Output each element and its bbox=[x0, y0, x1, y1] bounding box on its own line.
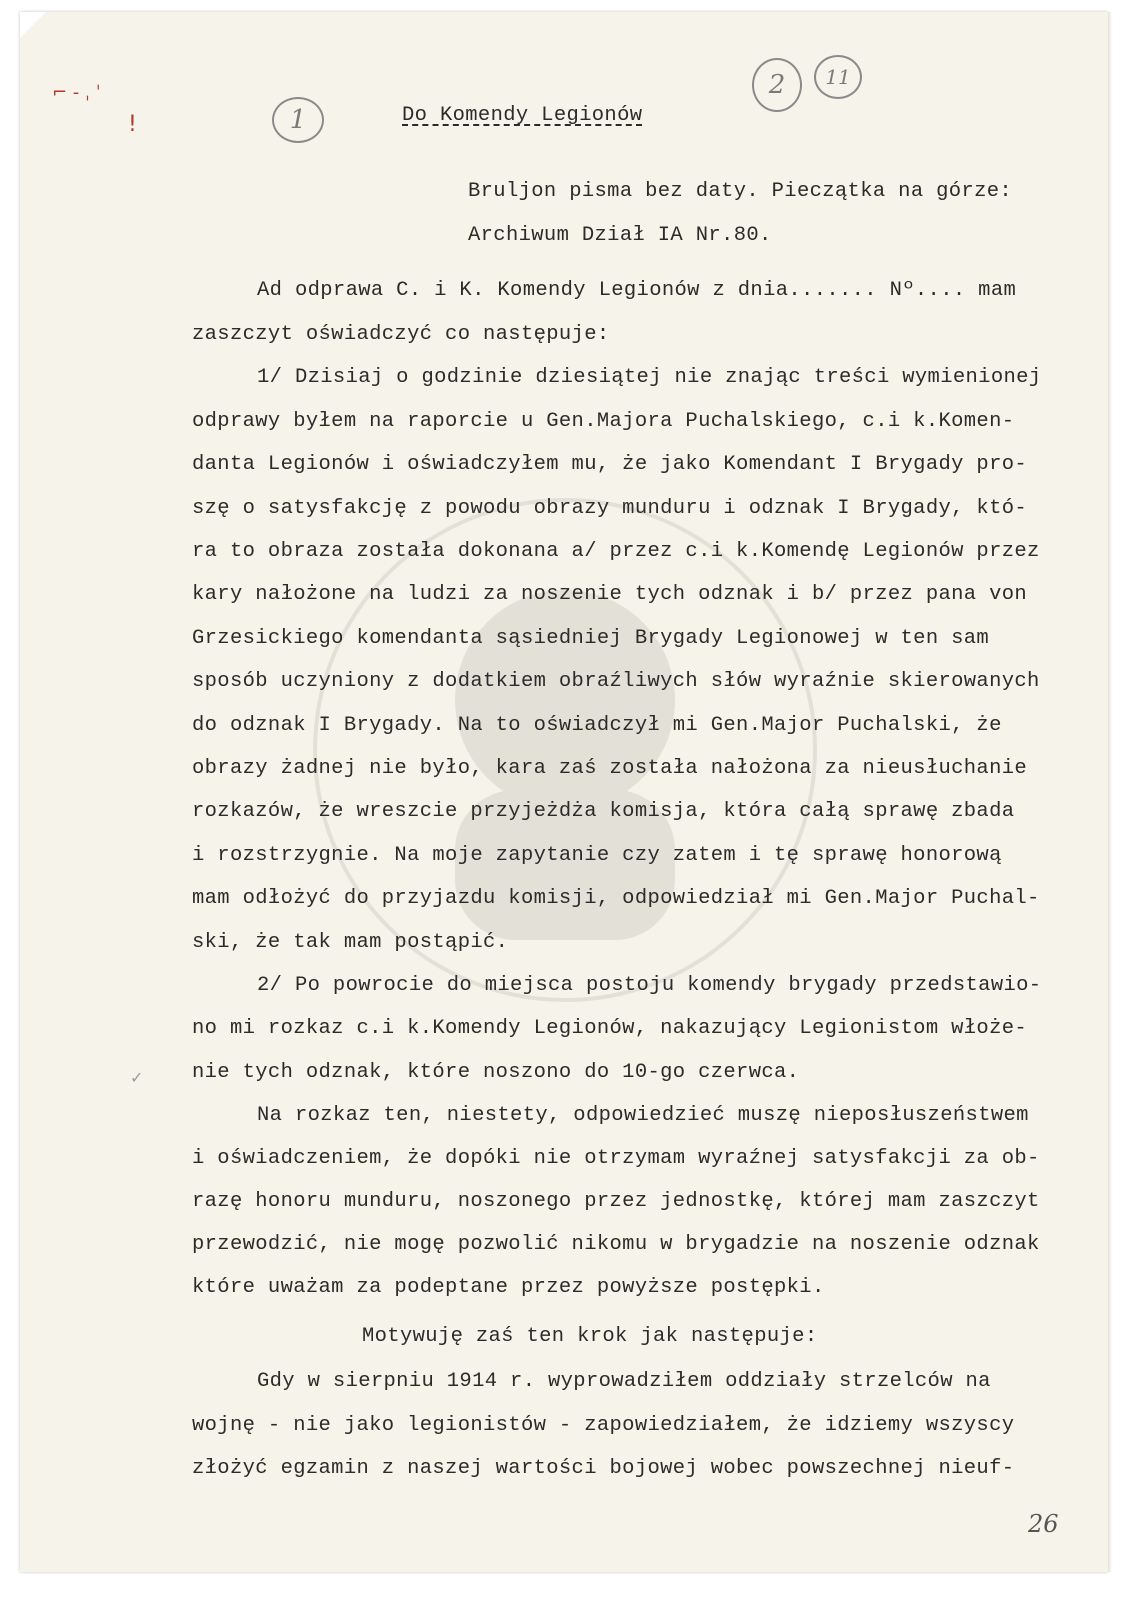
header-note-line: Bruljon pisma bez daty. Pieczątka na górze: bbox=[468, 180, 1013, 203]
body-line: nie tych odznak, które noszono do 10-go czerwca. bbox=[192, 1061, 800, 1084]
circled-number-right-a: 2 bbox=[752, 58, 802, 112]
page-number: 26 bbox=[1028, 1510, 1059, 1538]
body-line: obrazy żadnej nie było, kara zaś została nałożona za nieusłuchanie bbox=[192, 757, 1028, 780]
body-line: i rozstrzygnie. Na moje zapytanie czy zatem i tę sprawę honorową bbox=[192, 844, 1002, 867]
body-line: Grzesickiego komendanta sąsiedniej Brygady Legionowej w ten sam bbox=[192, 627, 990, 650]
header-note-line: Archiwum Dział IA Nr.80. bbox=[468, 224, 772, 247]
body-line: złożyć egzamin z naszej wartości bojowej wobec powszechnej nieuf- bbox=[192, 1457, 1015, 1480]
body-line: danta Legionów i oświadczyłem mu, że jako Komendant I Brygady pro- bbox=[192, 453, 1028, 476]
circled-number-right-b: 11 bbox=[814, 55, 862, 99]
body-line: Motywuję zaś ten krok jak następuje: bbox=[362, 1325, 818, 1348]
red-pencil-tick: ! bbox=[128, 112, 137, 137]
body-line: Ad odprawa C. i K. Komendy Legionów z dnia....... Nº.... mam bbox=[257, 279, 1017, 302]
body-line: przewodzić, nie mogę pozwolić nikomu w brygadzie na noszenie odznak bbox=[192, 1233, 1040, 1256]
document-title: Do Komendy Legionów bbox=[402, 104, 643, 127]
body-line: które uważam za podeptane przez powyższe postępki. bbox=[192, 1276, 825, 1299]
body-line: ra to obraza została dokonana a/ przez c.i k.Komendę Legionów przez bbox=[192, 540, 1040, 563]
body-line: ski, że tak mam postąpić. bbox=[192, 931, 509, 954]
body-line: mam odłożyć do przyjazdu komisji, odpowiedział mi Gen.Major Puchal- bbox=[192, 887, 1040, 910]
body-line: Na rozkaz ten, niestety, odpowiedzieć muszę nieposłuszeństwem bbox=[257, 1104, 1029, 1127]
body-line: 1/ Dzisiaj o godzinie dziesiątej nie znając treści wymienionej bbox=[257, 366, 1042, 389]
red-pencil-mark: ⌐ ‑ ˌ ˈ bbox=[52, 82, 101, 103]
body-line: szę o satysfakcję z powodu obrazy munduru i odznak I Brygady, któ- bbox=[192, 497, 1028, 520]
body-line: Gdy w sierpniu 1914 r. wyprowadziłem oddziały strzelców na bbox=[257, 1370, 991, 1393]
folded-corner bbox=[20, 12, 46, 38]
body-line: i oświadczeniem, że dopóki nie otrzymam wyraźnej satysfakcji za ob- bbox=[192, 1147, 1040, 1170]
body-line: rozkazów, że wreszcie przyjeżdża komisja, która całą sprawę zbada bbox=[192, 800, 1015, 823]
body-line: zaszczyt oświadczyć co następuje: bbox=[192, 323, 610, 346]
body-line: razę honoru munduru, noszonego przez jednostkę, której mam zaszczyt bbox=[192, 1190, 1040, 1213]
body-line: sposób uczyniony z dodatkiem obraźliwych słów wyraźnie skierowanych bbox=[192, 670, 1040, 693]
margin-checkmark: ✓ bbox=[130, 1068, 144, 1087]
sheet-edge bbox=[1108, 12, 1112, 1572]
body-line: odprawy byłem na raporcie u Gen.Majora Puchalskiego, c.i k.Komen- bbox=[192, 410, 1015, 433]
body-line: do odznak I Brygady. Na to oświadczył mi Gen.Major Puchalski, że bbox=[192, 714, 1002, 737]
body-line: wojnę - nie jako legionistów - zapowiedziałem, że idziemy wszyscy bbox=[192, 1414, 1015, 1437]
body-line: kary nałożone na ludzi za noszenie tych odznak i b/ przez pana von bbox=[192, 583, 1028, 606]
body-line: no mi rozkaz c.i k.Komendy Legionów, nakazujący Legionistom włoże- bbox=[192, 1017, 1028, 1040]
body-line: 2/ Po powrocie do miejsca postoju komendy brygady przedstawio- bbox=[257, 974, 1042, 997]
circled-number-left: 1 bbox=[272, 97, 324, 143]
